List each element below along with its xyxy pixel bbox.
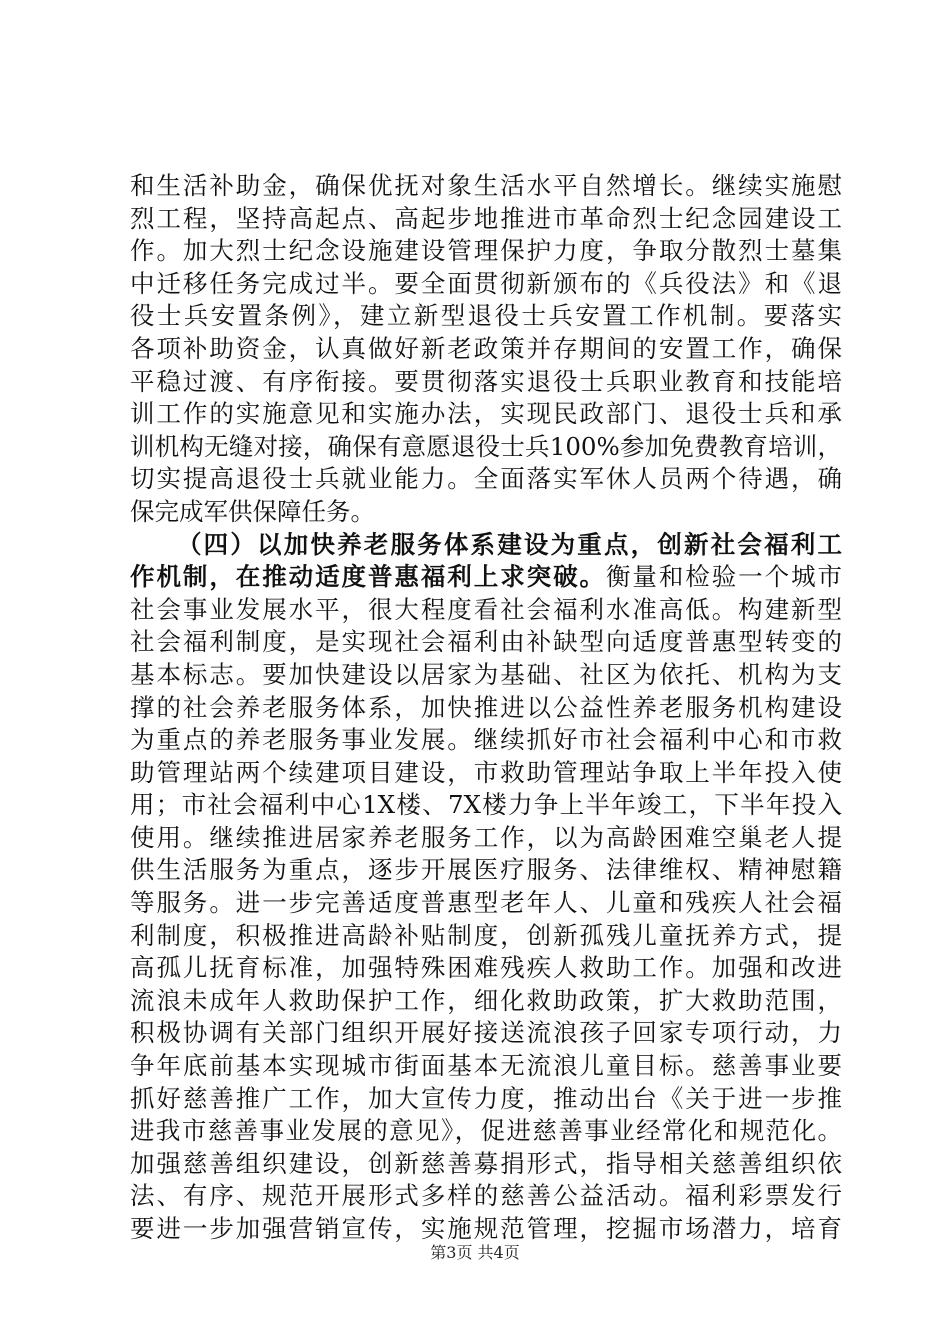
text-line: 役士兵安置条例》，建立新型退役士兵安置工作机制。要落实 bbox=[130, 301, 842, 331]
text-line: 要进一步加强营销宣传，实施规范管理，挖掘市场潜力，培育 bbox=[130, 1214, 842, 1243]
paragraph-2 bbox=[130, 529, 842, 1246]
text-line: 基本标志。要加快建设以居家为基础、社区为依托、机构为支 bbox=[130, 659, 842, 689]
text-line: 平稳过渡、有序衔接。要贯彻落实退役士兵职业教育和技能培 bbox=[130, 366, 842, 396]
document-body bbox=[130, 170, 842, 1246]
paragraph-1 bbox=[130, 170, 842, 529]
text-line: 各项补助资金，认真做好新老政策并存期间的安置工作，确保 bbox=[130, 333, 842, 363]
text-line: 积极协调有关部门组织开展好接送流浪孩子回家专项行动，力 bbox=[130, 1018, 842, 1048]
text-line: 为重点的养老服务事业发展。继续抓好市社会福利中心和市救 bbox=[130, 725, 842, 755]
text-line: 中迁移任务完成过半。要全面贯彻新颁布的《兵役法》和《退 bbox=[130, 268, 842, 298]
page-number-footer: 第3页 共4页 bbox=[430, 1243, 520, 1262]
text-line: 流浪未成年人救助保护工作，细化救助政策，扩大救助范围， bbox=[130, 985, 842, 1015]
text-line: 社会事业发展水平，很大程度看社会福利水准高低。构建新型 bbox=[130, 594, 842, 624]
text-line: 训工作的实施意见和实施办法，实现民政部门、退役士兵和承 bbox=[130, 399, 842, 429]
text-fragment: 衡量和检验一个城市 bbox=[605, 562, 843, 592]
section-heading-tail: 作机制，在推动适度普惠福利上求突破。 bbox=[130, 562, 606, 592]
text-line: 撑的社会养老服务体系，加快推进以公益性养老服务机构建设 bbox=[130, 692, 842, 722]
text-line: 社会福利制度，是实现社会福利由补缺型向适度普惠型转变的 bbox=[130, 627, 842, 657]
text-line: 助管理站两个续建项目建设，市救助管理站争取上半年投入使 bbox=[130, 757, 842, 787]
text-line: 利制度，积极推进高龄补贴制度，创新孤残儿童抚养方式，提 bbox=[130, 920, 842, 950]
text-line: 等服务。进一步完善适度普惠型老年人、儿童和残疾人社会福 bbox=[130, 888, 842, 918]
text-line: 训机构无缝对接，确保有意愿退役士兵100%参加免费教育培训， bbox=[130, 431, 842, 461]
text-line-mixed bbox=[130, 561, 842, 594]
text-line: 切实提高退役士兵就业能力。全面落实军休人员两个待遇，确 bbox=[130, 464, 842, 494]
text-line: 供生活服务为重点，逐步开展医疗服务、法律维权、精神慰籍 bbox=[130, 855, 842, 885]
text-line: 法、有序、规范开展形式多样的慈善公益活动。福利彩票发行 bbox=[130, 1181, 842, 1211]
text-line: 高孤儿抚育标准，加强特殊困难残疾人救助工作。加强和改进 bbox=[130, 953, 842, 983]
text-line: 加强慈善组织建设，创新慈善募捐形式，指导相关慈善组织依 bbox=[130, 1148, 842, 1178]
text-line: 使用。继续推进居家养老服务工作，以为高龄困难空巢老人提 bbox=[130, 822, 842, 852]
text-line: 进我市慈善事业发展的意见》，促进慈善事业经常化和规范化。 bbox=[130, 1116, 842, 1146]
text-line: 烈工程，坚持高起点、高起步地推进市革命烈士纪念园建设工 bbox=[130, 203, 842, 233]
section-heading-line: （四）以加快养老服务体系建设为重点，创新社会福利工 bbox=[177, 529, 842, 559]
text-line: 抓好慈善推广工作，加大宣传力度，推动出台《关于进一步推 bbox=[130, 1083, 842, 1113]
text-line: 和生活补助金，确保优抚对象生活水平自然增长。继续实施慰 bbox=[130, 171, 842, 200]
text-line: 作。加大烈士纪念设施建设管理保护力度，争取分散烈士墓集 bbox=[130, 236, 842, 266]
text-line: 保完成军供保障任务。 bbox=[130, 496, 375, 526]
text-line: 争年底前基本实现城市街面基本无流浪儿童目标。慈善事业要 bbox=[130, 1051, 842, 1081]
text-line: 用；市社会福利中心1X楼、7X楼力争上半年竣工，下半年投入 bbox=[130, 790, 842, 820]
